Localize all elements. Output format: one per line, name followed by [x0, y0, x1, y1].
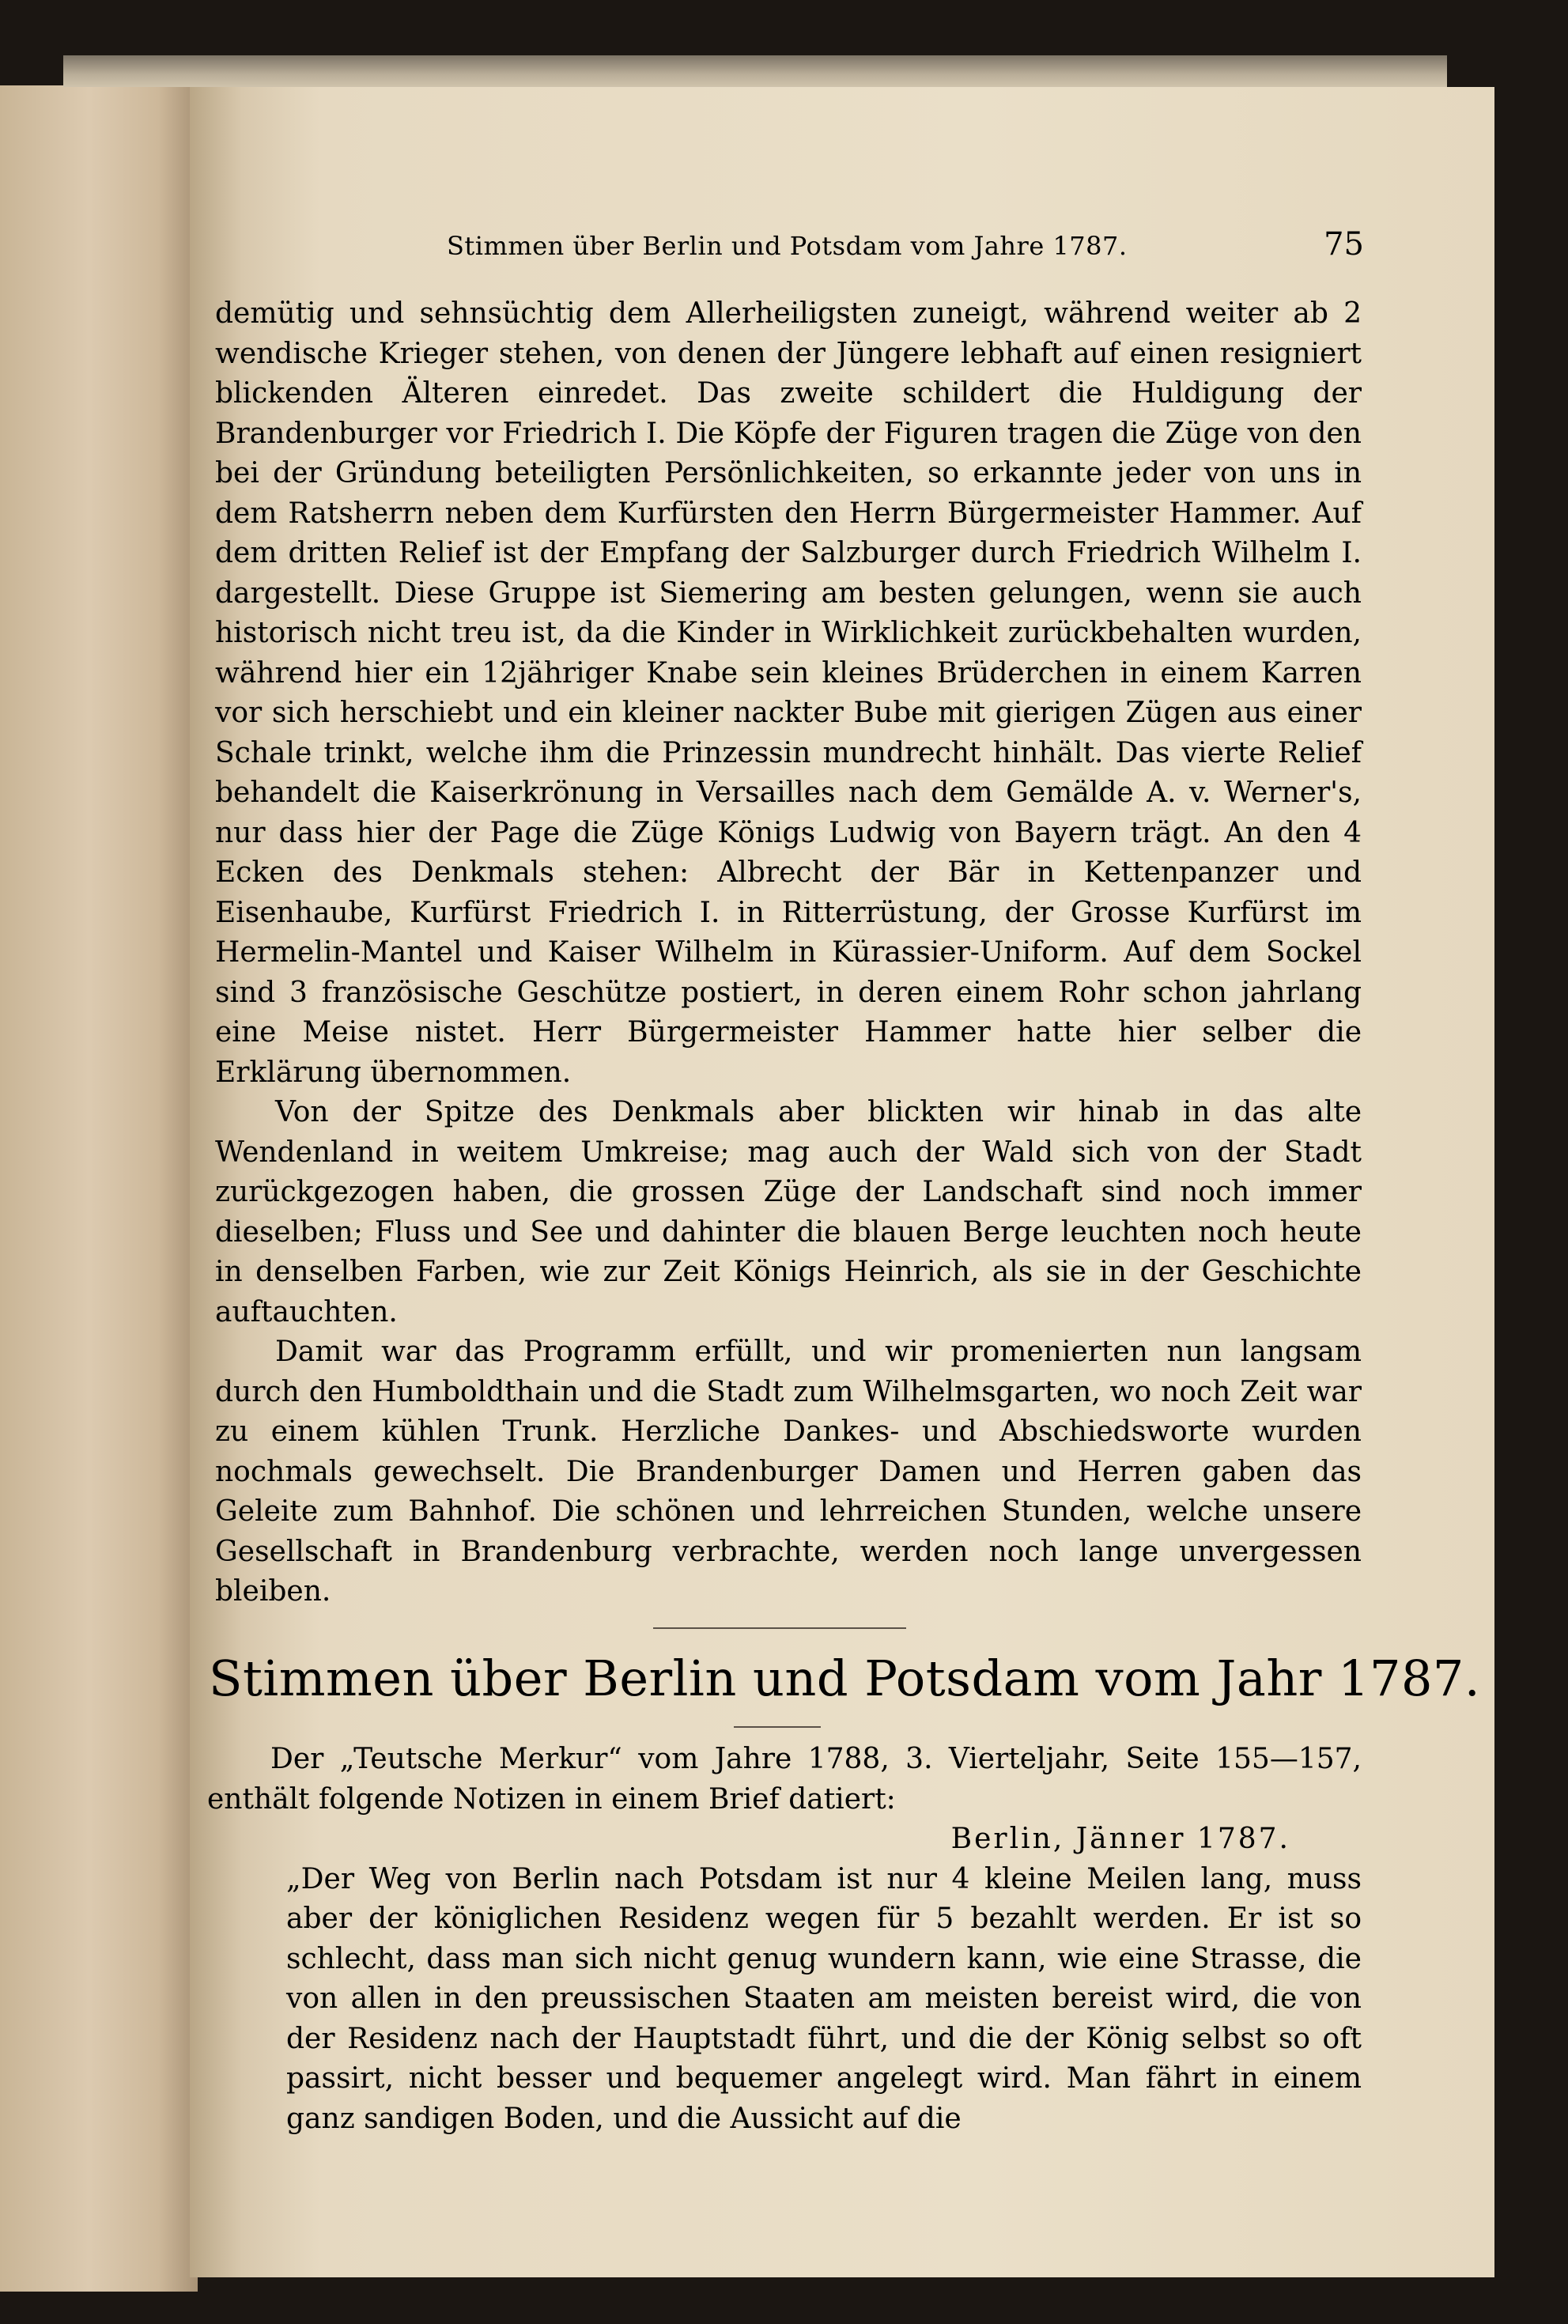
facing-page-edge	[0, 85, 198, 2292]
running-head: Stimmen über Berlin und Potsdam vom Jahre 1787.	[447, 231, 1128, 261]
body-paragraph-3: Damit war das Programm erfüllt, und wir promenierten nun langsam durch den Humboldthain und die Stadt zum Wilhelmsgarten, wo noch Zeit war zu einem kühlen Trunk. Herzliche Dankes- und Abschiedsworte wurden nochmals gewechselt. Die Brandenburger Damen und Herren gaben das Geleite zum Bahnhof. Die schönen und lehrreichen Stunden, welche unsere Gesellschaft in Brandenburg verbrachte, werden noch lange unvergessen bleiben.	[215, 1336, 1362, 1608]
section-intro: Der „Teutsche Merkur“ vom Jahre 1788, 3. Vierteljahr, Seite 155—157, enthält folgende Notizen in einem Brief datiert:	[207, 1743, 1362, 1816]
section-divider	[653, 1627, 906, 1629]
letter-dateline: Berlin, Jänner 1787.	[950, 1823, 1290, 1855]
book-top-edge	[63, 55, 1447, 87]
page-number: 75	[1324, 226, 1364, 263]
title-underline	[734, 1726, 821, 1728]
quote-paragraph: „Der Weg von Berlin nach Potsdam ist nur 4 kleine Meilen lang, muss aber der königlichen Residenz wegen für 5 bezahlt werden. Er ist so schlecht, dass man sich nicht genug wundern kann, wie eine Strasse, die von allen in den preussischen Staaten am meisten bereist wird, die von der Residenz nach der Hauptstadt führt, und die der König selbst so oft passirt, nicht besser und bequemer angelegt wird. Man fährt in einem ganz sandigen Boden, und die Aussicht auf die	[286, 1862, 1362, 2135]
body-paragraph-2: Von der Spitze des Denkmals aber blickten wir hinab in das alte Wendenland in weitem Umkreise; mag auch der Wald sich von der Stadt zurückgezogen haben, die grossen Züge der Landschaft sind noch immer dieselben; Fluss und See und dahinter die blauen Berge leuchten noch heute in denselben Farben, wie zur Zeit Königs Heinrich, als sie in der Geschichte auftauchten.	[215, 1096, 1362, 1328]
section-body	[207, 1740, 1362, 2139]
body-text	[215, 294, 1362, 1612]
page-header	[257, 226, 1364, 278]
section-title: Stimmen über Berlin und Potsdam vom Jahr 1787.	[209, 1649, 1481, 1707]
letter-quote	[207, 1860, 1362, 2140]
body-paragraph-1: demütig und sehnsüchtig dem Allerheiligsten zuneigt, während weiter ab 2 wendische Krieger stehen, von denen der Jüngere lebhaft auf einen resigniert blickenden Älteren einredet. Das zweite schildert die Huldigung der Brandenburger vor Friedrich I. Die Köpfe der Figuren tragen die Züge von den bei der Gründung beteiligten Persönlichkeiten, so erkannte jeder von uns in dem Ratsherrn neben dem Kurfürsten den Herrn Bürgermeister Hammer. Auf dem dritten Relief ist der Empfang der Salzburger durch Friedrich Wilhelm I. dargestellt. Diese Gruppe ist Siemering am besten gelungen, wenn sie auch historisch nicht treu ist, da die Kinder in Wirklichkeit zurückbehalten wurden, während hier ein 12jähriger Knabe sein kleines Brüderchen in einem Karren vor sich herschiebt und ein kleiner nackter Bube mit gierigen Zügen aus einer Schale trinkt, welche ihm die Prinzessin mundrecht hinhält. Das vierte Relief behandelt die Kaiserkrönung in Versailles nach dem Gemälde A. v. Werner's, nur dass hier der Page die Züge Königs Ludwig von Bayern trägt. An den 4 Ecken des Denkmals stehen: Albrecht der Bär in Kettenpanzer und Eisenhaube, Kurfürst Friedrich I. in Ritterrüstung, der Grosse Kurfürst im Hermelin-Mantel und Kaiser Wilhelm in Kürassier-Uniform. Auf dem Sockel sind 3 französische Geschütze postiert, in deren einem Rohr schon jahrlang eine Meise nistet. Herr Bürgermeister Hammer hatte hier selber die Erklärung übernommen.	[215, 297, 1362, 1089]
